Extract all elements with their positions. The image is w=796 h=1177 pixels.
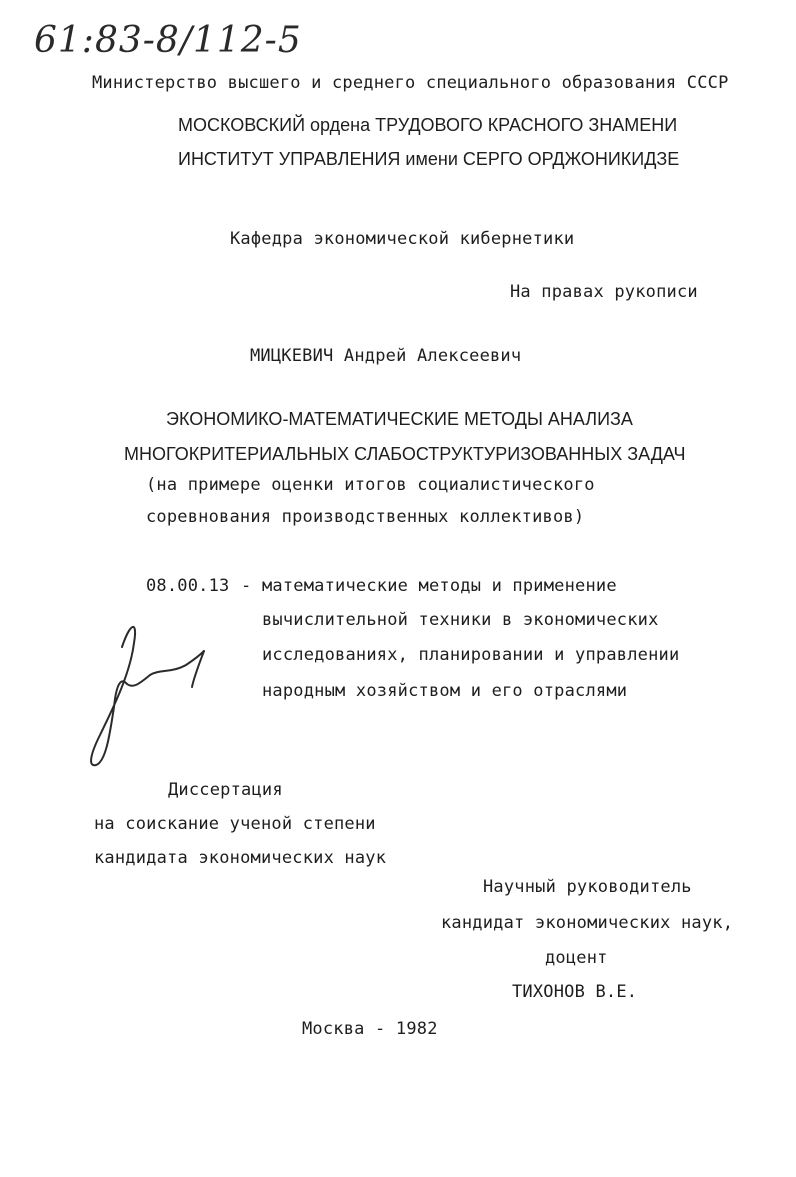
specialty-line-3: исследованиях, планировании и управлении xyxy=(262,645,680,665)
supervisor-degree: кандидат экономических наук, xyxy=(441,913,734,933)
department-line: Кафедра экономической кибернетики xyxy=(230,229,575,249)
institute-line-2: ИНСТИТУТ УПРАВЛЕНИЯ имени СЕРГО ОРДЖОНИКИДЗЕ xyxy=(178,149,680,169)
ministry-line: Министерство высшего и среднего специального образования СССР xyxy=(92,73,729,93)
dissertation-title-line-4: соревнования производственных коллективов) xyxy=(146,507,585,527)
specialty-line-4: народным хозяйством и его отраслями xyxy=(262,681,628,701)
degree-line-1: на соискание ученой степени xyxy=(94,814,376,834)
specialty-code: 08.00.13 xyxy=(146,576,230,596)
author-signature xyxy=(80,615,220,775)
institute-line-1: МОСКОВСКИЙ ордена ТРУДОВОГО КРАСНОГО ЗНАМЕНИ xyxy=(178,115,678,135)
supervisor-name: ТИХОНОВ В.Е. xyxy=(512,982,638,1002)
city-year: Москва - 1982 xyxy=(302,1019,438,1039)
dissertation-title-line-2: МНОГОКРИТЕРИАЛЬНЫХ СЛАБОСТРУКТУРИЗОВАННЫХ ЗАДАЧ xyxy=(124,444,686,464)
specialty-line-2: вычислительной техники в экономических xyxy=(262,610,659,630)
signature-stroke-main xyxy=(91,627,204,765)
manuscript-rights-note: На правах рукописи xyxy=(510,282,698,302)
dissertation-label: Диссертация xyxy=(168,780,283,800)
specialty-dash: - xyxy=(241,576,252,596)
degree-line-2: кандидата экономических наук xyxy=(94,848,387,868)
archive-mark: 61:83-8/112-5 xyxy=(34,20,302,61)
author-name: МИЦКЕВИЧ Андрей Алексеевич xyxy=(250,346,522,366)
supervisor-title: Научный руководитель xyxy=(483,877,692,897)
dissertation-title-line-3: (на примере оценки итогов социалистического xyxy=(146,475,595,495)
specialty-line-1: математические методы и применение xyxy=(262,576,617,596)
dissertation-title-line-1: ЭКОНОМИКО-МАТЕМАТИЧЕСКИЕ МЕТОДЫ АНАЛИЗА xyxy=(166,409,633,429)
supervisor-rank: доцент xyxy=(545,948,608,968)
